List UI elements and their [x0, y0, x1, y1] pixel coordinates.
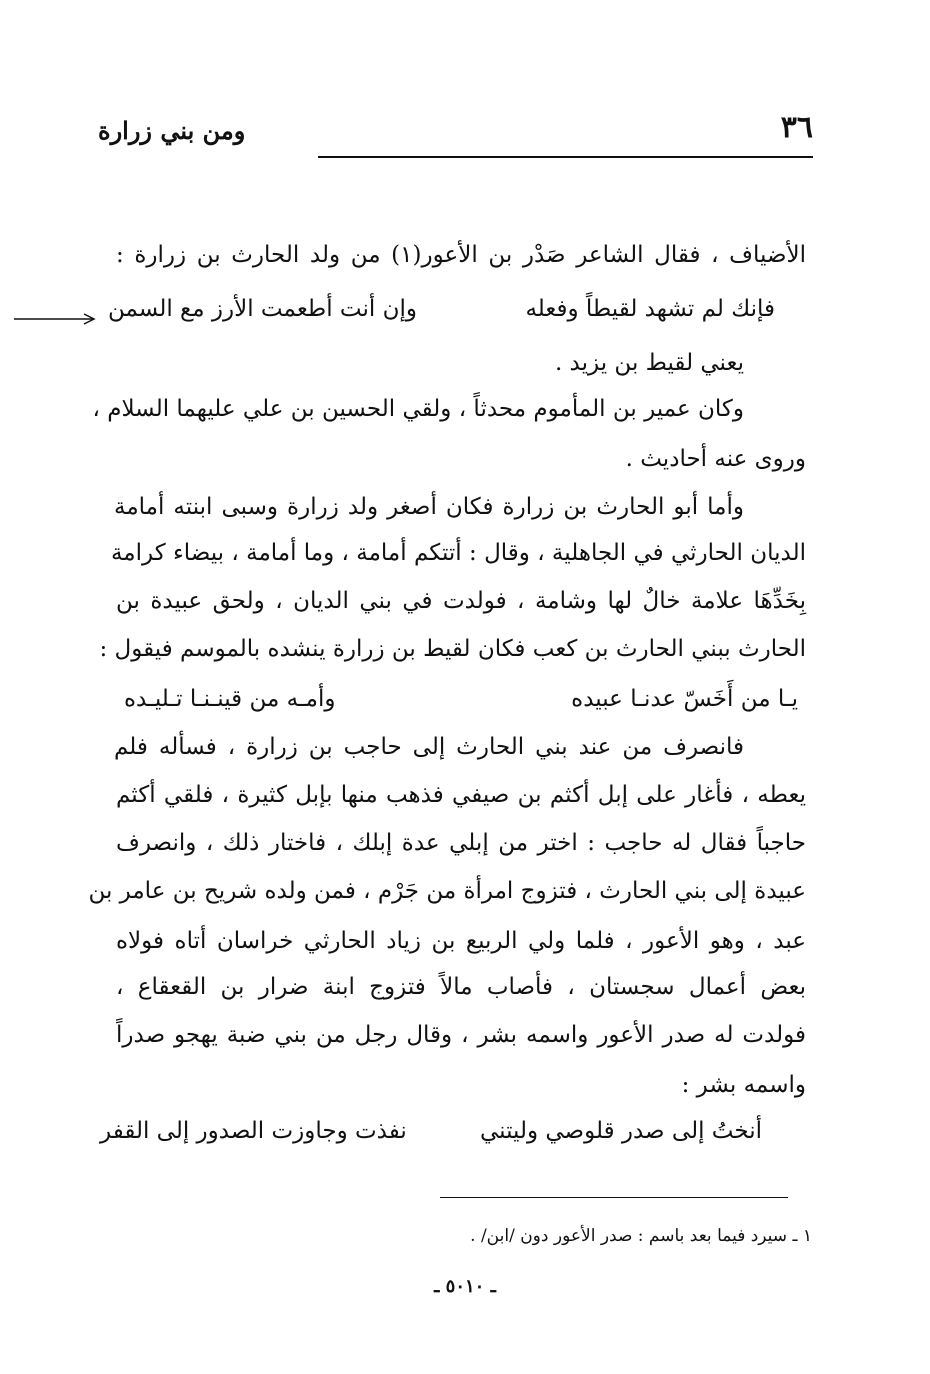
- margin-arrow-icon: [14, 312, 98, 326]
- page-number: ٣٦: [780, 110, 813, 145]
- verse-2-first-hemistich: يـا من أَخَسّ عدنـا عبيده: [571, 686, 798, 712]
- body-line: يعطه ، فأغار على إبل أكثم بن صيفي فذهب منها بإبل كثيرة ، فلقي أكثم: [116, 782, 806, 808]
- body-line: فانصرف من عند بني الحارث إلى حاجب بن زرارة ، فسأله فلم: [114, 734, 744, 760]
- body-line: بعض أعمال سجستان ، فأصاب مالاً فتزوج ابنة ضرار بن القعقاع ،: [116, 974, 806, 1000]
- folio-number: ـ ٥٠١٠ ـ: [434, 1276, 496, 1297]
- running-title: ومن بني زرارة: [98, 116, 246, 145]
- body-line: وكان عمير بن المأموم محدثاً ، ولقي الحسين بن علي عليهما السلام ،: [92, 396, 744, 422]
- verse-3-first-hemistich: أنختُ إلى صدر قلوصي وليتني: [479, 1118, 762, 1144]
- body-line: وأما أبو الحارث بن زرارة فكان أصغر ولد زرارة وسبى ابنته أمامة: [114, 494, 744, 520]
- body-line: الديان الحارثي في الجاهلية ، وقال : أتتكم أمامة ، وما أمامة ، بيضاء كرامة: [110, 540, 806, 566]
- body-line: عبيدة إلى بني الحارث ، فتزوج امرأة من جَرْم ، فمن ولده شريح بن عامر بن: [88, 878, 806, 904]
- footnote: ١ ـ سيرد فيما بعد باسم : صدر الأعور دون /ابن/ .: [470, 1226, 812, 1246]
- body-line: يعني لقيط بن يزيد .: [554, 350, 744, 376]
- footnote-rule: [440, 1197, 788, 1198]
- page-header: [98, 110, 813, 158]
- verse-1-first-hemistich: فإنك لم تشهد لقيطاً وفعله: [525, 296, 775, 322]
- body-line: الحارث ببني الحارث بن كعب فكان لقيط بن زرارة ينشده بالموسم فيقول :: [99, 636, 806, 662]
- verse-1-second-hemistich: وإن أنت أطعمت الأرز مع السمن: [108, 296, 417, 322]
- body-line: واسمه بشر :: [681, 1072, 806, 1098]
- header-rule: [318, 156, 813, 158]
- body-line: الأضياف ، فقال الشاعر صَدْر بن الأعور(١) من ولد الحارث بن زرارة :: [116, 242, 806, 268]
- verse-2-second-hemistich: وأمـه من قينـنـا تـليـده: [124, 686, 336, 712]
- body-line: عبد ، وهو الأعور ، فلما ولي الربيع بن زياد الحارثي خراسان أتاه فولاه: [116, 928, 806, 954]
- verse-3-second-hemistich: نفذت وجاوزت الصدور إلى القفر: [100, 1118, 407, 1144]
- body-line: بِخَدِّهَا علامة خالٌ لها وشامة ، فولدت في بني الديان ، ولحق عبيدة بن: [116, 588, 806, 614]
- body-line: حاجباً فقال له حاجب : اختر من إبلي عدة إبلك ، فاختار ذلك ، وانصرف: [116, 830, 806, 856]
- body-line: فولدت له صدر الأعور واسمه بشر ، وقال رجل من بني ضبة يهجو صدراً: [116, 1022, 806, 1048]
- body-line: وروى عنه أحاديث .: [625, 446, 806, 472]
